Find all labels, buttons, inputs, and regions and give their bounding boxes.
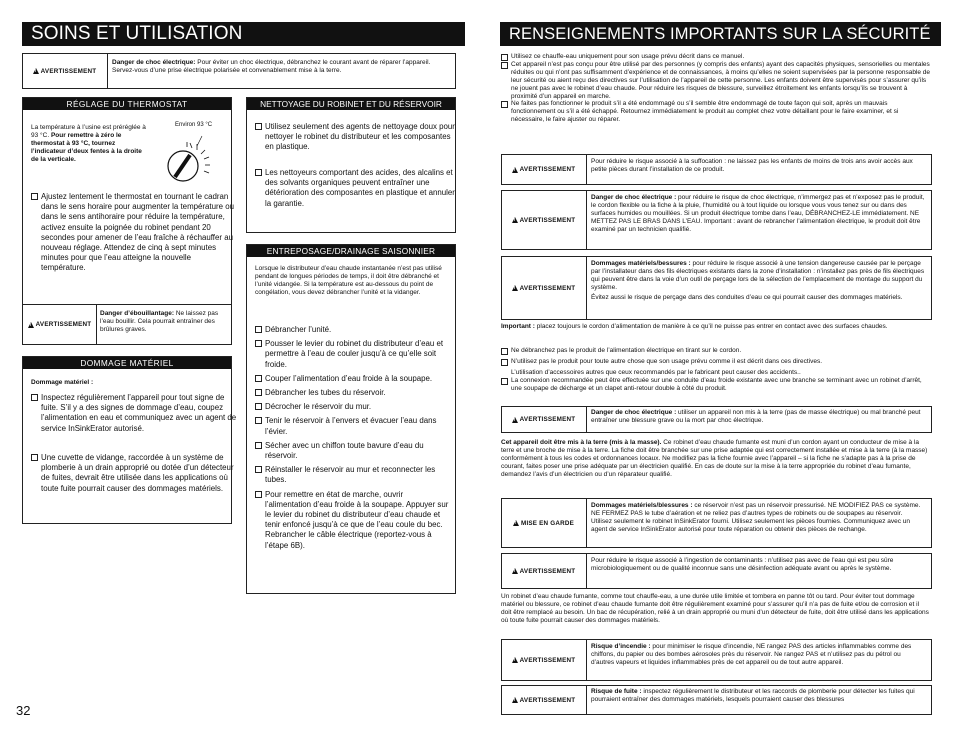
checkbox-icon	[255, 123, 262, 130]
thermostat-section	[22, 97, 232, 345]
leak-warning-box	[501, 685, 932, 715]
storage-steps	[255, 325, 449, 551]
checkbox-icon	[255, 442, 262, 449]
list-item: Débrancher l’unité.	[255, 325, 449, 335]
storage-section	[246, 244, 456, 594]
warning-text: Danger de choc électrique : pour réduire le risque de choc électrique, n’immergez pas et n’exposez pas le produit, le cordon flexible ou la fiche à la pluie, l’humidité ou à tout liquide ou lorsque vous vous tenez sur ou dans des surfaces humides ou mouillées. Si un produit électrique tombe dans l’eau, DÉBRANCHEZ-LE immédiatement. NE METTEZ PAS LE BRAS DANS L’EAU. Important : avant de rebrancher l’alimentation électrique, le produit doit être examiné par un technicien qualifié.	[591, 194, 925, 233]
checkbox-icon	[255, 491, 262, 498]
thermostat-dial-icon	[157, 132, 225, 190]
cleaning-item-2: Les nettoyeurs comportant des acides, des alcalins et des solvants organiques peuvent entraîner une détérioration des composantes en plastique et annuler la garantie.	[255, 168, 459, 209]
checkbox-icon	[31, 193, 38, 200]
damage-label: Dommage matériel :	[31, 379, 94, 386]
checkbox-icon	[255, 403, 262, 410]
warning-triangle-icon	[33, 68, 39, 74]
safety-intro-items	[501, 53, 931, 124]
warning-text: Dommages matériels/bessures : pour réduire le risque associé à une tension dangereuse causée par le perçage par l’installateur dans des fils électriques existants dans la zone d’installation : n’installez pas près de fils électriques qui peuvent être dans la voie d’un outil de perçage lors de la sélection de l’emplacement de montage du support du système. Évitez aussi le risque de perçage dans des conduites d’eau ce qui pourrait causer des dommages matériels.	[591, 260, 925, 301]
thermostat-instruction: Ajustez lentement le thermostat en tournant le cadran dans le sens horaire pour augmenter la température ou dans le sens antihoraire pour réduire la température, activez ensuite la poignée du robinet pendant 20 secondes pour amener de l’eau fraîche à réchauffer au nouveau réglage. Attendez de cinq à sept minutes minutes pour que l’eau atteigne la nouvelle température.	[31, 192, 237, 274]
list-item: Ne débranchez pas le produit de l’alimentation électrique en tirant sur le cordon.	[501, 347, 931, 355]
checkbox-icon	[501, 62, 508, 69]
dial-label: Environ 93 °C	[175, 122, 213, 128]
warning-text: Danger de choc électrique : utiliser un appareil non mis à la terre (pas de masse électrique) ou mal branché peut entraîner une blessure grave ou la mort par choc électrique.	[591, 409, 921, 424]
warning-triangle-icon	[513, 520, 519, 526]
important-note: Important : placez toujours le cordon d’alimentation de manière à ce qu’il ne puisse pas entrer en contact avec des surfaces chaudes.	[501, 323, 888, 330]
checkbox-icon	[255, 169, 262, 176]
fire-warning-box	[501, 639, 932, 681]
checkbox-icon	[501, 378, 508, 385]
top-warning-box	[22, 53, 456, 89]
electric-shock-warning-box	[501, 190, 932, 250]
warning-triangle-icon	[28, 322, 34, 328]
page-title-right: RENSEIGNEMENTS IMPORTANTS SUR LA SÉCURITÉ	[500, 22, 941, 46]
drilling-warning-box	[501, 256, 932, 320]
damage-item-1: Inspectez régulièrement l’appareil pour tout signe de fuite. S’il y a des signes de dommage d’eau, coupez l’alimentation en eau et communiquez avec un agent de service InSinkErator autorisé.	[31, 393, 237, 434]
thermostat-header: RÉGLAGE DU THERMOSTAT	[23, 98, 231, 110]
list-item: Cet appareil n’est pas conçu pour être utilisé par des personnes (y compris des enfants) ayant des capacités physiques, sensorielles ou mentales réduites ou qui n’ont pas suffisamment d’expérience et de connaissances, à moins qu’elles ne soient supervisées par la personne responsable de leur sécurité ou aient reçu des directives sur l’utilisation de l’appareil de cette personne. Les enfants doivent être supervisés pour s’assurer qu’ils ne jouent pas avec le robinet d’eau chaude. Pour réduire les risques de blessure, surveillez étroitement les enfants lorsqu’ils se trouvent à proximité d’un appareil en marche.	[501, 61, 931, 101]
warning-triangle-icon	[512, 657, 518, 663]
cleaning-section	[246, 97, 456, 233]
checkbox-icon	[501, 101, 508, 108]
checkbox-icon	[255, 417, 262, 424]
warning-triangle-icon	[512, 285, 518, 291]
warning-badge: ! AVERTISSEMENT	[502, 640, 585, 680]
list-item: Réinstaller le réservoir au mur et reconnecter les tubes.	[255, 465, 449, 485]
warning-badge: ! AVERTISSEMENT	[502, 554, 585, 588]
caution-badge: ! MISE EN GARDE	[502, 499, 585, 547]
caution-box	[501, 498, 932, 548]
grounding-warning-box	[501, 406, 932, 433]
top-warning-text: Danger de choc électrique: Pour éviter un choc électrique, débranchez le courant avant de réparer l’appareil. Servez-vous d’une prise électrique polarisée et convenablement mise à la terre.	[112, 59, 431, 74]
warning-badge: ! AVERTISSEMENT	[502, 407, 585, 432]
lifespan-paragraph: Un robinet d’eau chaude fumante, comme tout chauffe-eau, a une durée utile limitée et tombera en panne tôt ou tard. Pour éviter tout dommage matériel ou blessure, ce robinet d’eau chaude fumante doit être régulièrement examiné pour s’assurer qu’il n’a pas de fuite et/ou de corrosion et il doit être remplacé au besoin. Un bac de récupération, relié à un drain approprié ou muni d’un détecteur de fuite, doit être utilisé dans les applications où toute fuite pourrait causer des dommages matériels.	[501, 593, 929, 624]
list-item: Ne faites pas fonctionner le produit s’il a été endommagé ou s’il semble être endommagé de toute façon qui soit, après un mauvais fonctionnement ou s’il a été échappé. Retournez immédiatement le produit au complet chez votre détaillant pour le faire examiner, et si nécessaire, le faire ajuster ou réparer.	[501, 100, 931, 124]
warning-badge: ! AVERTISSEMENT	[23, 54, 106, 88]
warning-text: Pour réduire le risque associé à la suffocation : ne laissez pas les enfants de moins de trois ans avoir accès aux petite pièces durant l’installation de ce produit.	[591, 158, 913, 173]
list-item: La connexion recommandée peut être effectuée sur une conduite d’eau froide existante avec une branche se terminant avec un robinet d’arrêt, une soupape de décharge et un clapet anti-retour double à côté du produit.	[501, 377, 931, 393]
list-item: Couper l’alimentation d’eau froide à la soupape.	[255, 374, 449, 384]
thermostat-intro: La température à l’usine est préréglée à 93 °C. Pour remettre à zéro le thermostat à 93 °C, tournez l’indicateur d’deux fentes à la droite de la verticale.	[31, 124, 146, 163]
checkbox-icon	[255, 389, 262, 396]
warning-text: Pour réduire le risque associé à l’ingestion de contaminants : n’utilisez pas avec de l’eau qui est peu sûre microbiologiquement ou de qualité inconnue sans une désinfection adéquate avant ou après le système.	[591, 557, 894, 572]
page-title-left: SOINS ET UTILISATION	[22, 22, 465, 46]
warning-triangle-icon	[512, 217, 518, 223]
warning-badge: ! AVERTISSEMENT	[502, 191, 585, 249]
scald-warning-text: Danger d’ébouillantage: Ne laissez pas l’eau bouillir. Cela pourrait entraîner des brûlures graves.	[100, 310, 219, 333]
warning-triangle-icon	[512, 568, 518, 574]
warning-badge: ! AVERTISSEMENT	[502, 686, 585, 714]
warning-triangle-icon	[512, 697, 518, 703]
warning-badge: ! AVERTISSEMENT	[502, 257, 585, 319]
checkbox-icon	[255, 340, 262, 347]
list-item: Tenir le réservoir à l’envers et évacuer l’eau dans l’évier.	[255, 416, 449, 436]
list-item: Pousser le levier du robinet du distributeur d’eau et permettre à l’eau de couler jusqu’à ce qu’elle soit froide.	[255, 339, 449, 370]
warning-text: Risque de fuite : inspectez régulièrement le distributeur et les raccords de plomberie pour détecter les fuites qui pourraient entraîner des dommages matériels, lesquels pourraient causer des blessures	[591, 688, 915, 703]
list-item: Débrancher les tubes du réservoir.	[255, 388, 449, 398]
checkbox-icon	[255, 466, 262, 473]
warning-triangle-icon	[512, 417, 518, 423]
warning-badge: ! AVERTISSEMENT	[23, 305, 96, 344]
checkbox-icon	[255, 375, 262, 382]
damage-section	[22, 356, 237, 524]
cleaning-item-1: Utilisez seulement des agents de nettoyage doux pour nettoyer le robinet du distributeur et les composantes en plastique.	[255, 122, 459, 153]
damage-header: DOMMAGE MATÉRIEL	[23, 357, 231, 369]
list-item: Utilisez ce chauffe-eau uniquement pour son usage prévu décrit dans ce manuel.	[501, 53, 931, 61]
safety-mid-items	[501, 347, 931, 393]
checkbox-icon	[501, 348, 508, 355]
contaminant-warning-box	[501, 553, 932, 589]
warning-triangle-icon	[512, 167, 518, 173]
accessories-note: L’utilisation d’accessoires autres que ceux recommandés par le fabricant peut causer des accidents..	[511, 368, 801, 376]
list-item: N’utilisez pas le produit pour toute autre chose que son usage prévu comme il est décrit dans ces directives.	[501, 358, 931, 366]
checkbox-icon	[31, 454, 38, 461]
checkbox-icon	[31, 394, 38, 401]
caution-text: Dommages matériels/blessures : ce réservoir n’est pas un réservoir pressurisé. NE MODIFIEZ PAS ce système. NE FERMEZ PAS le tube d’aération et ne reliez pas d’autres types de robinets ou de soupapes au réservoir. Utilisez seulement le robinet InSinkErator fourni. Utilisez seulement les pièces fournies. Communiquez avec un agent de service InSinkErator autorisé pour toute réparation ou obtenir des pièces de rechange.	[591, 502, 921, 533]
checkbox-icon	[255, 326, 262, 333]
grounding-paragraph: Cet appareil doit être mis à la terre (mis à la masse). Ce robinet d’eau chaude fumante est muni d’un cordon ayant un conducteur de mise à la terre et une broche de mise à la terre. La fiche doit être branchée sur une prise adaptée qui est correctement installée et mise à la terre (à la masse) conformément à tous les codes et ordonnances locaux. Ne modifiez pas la fiche fournie avec l’appareil – si la fiche ne s’adapte pas à la prise de courant, faites poser une prise adéquate par un électricien qualifié. En cas de doute sur la mise à la terre appropriée du robinet d’eau fumante, demandez l’avis d’un électricien ou d’un réparateur qualifié.	[501, 439, 928, 478]
list-item: Pour remettre en état de marche, ouvrir l’alimentation d’eau froide à la soupape. Appuyer sur le levier du robinet du distributeur d’eau chaude et tenir enfoncé jusqu’à ce que de l’eau coule du bec. Rebrancher le câble électrique (reportez-vous à l’étape 6B).	[255, 490, 449, 551]
checkbox-icon	[501, 359, 508, 366]
damage-item-2: Une cuvette de vidange, raccordée à un système de plomberie à un drain approprié ou dotée d’un détecteur de fuites, devrait être utilisée dans les applications où toute fuite pourrait causer des dommages matériels.	[31, 453, 237, 494]
warning-text: Risque d’incendie : pour minimiser le risque d’incendie, NE rangez PAS des articles inflammables comme des chiffons, du papier ou des bombes aérosoles près du réservoir. Ne rangez PAS et n’utilisez pas du pétrol ou d’autres vapeurs et liquides inflammables près de cet appareil ou de tout autre appareil.	[591, 643, 912, 666]
cleaning-header: NETTOYAGE DU ROBINET ET DU RÉSERVOIR	[247, 98, 455, 110]
warning-badge: ! AVERTISSEMENT	[502, 155, 585, 184]
list-item: Sécher avec un chiffon toute bavure d’eau du réservoir.	[255, 441, 449, 461]
list-item: Décrocher le réservoir du mur.	[255, 402, 449, 412]
storage-header: ENTREPOSAGE/DRAINAGE SAISONNIER	[247, 245, 455, 257]
storage-intro: Lorsque le distributeur d’eau chaude instantanée n’est pas utilisé pendant de longues périodes de temps, il doit être débranché et l’unité vidangée. Si la température est au-dessous du point de congélation, vous devez débrancher l’unité et la vidanger.	[255, 265, 442, 296]
page-number: 32	[16, 703, 31, 718]
suffocation-warning-box	[501, 154, 932, 185]
